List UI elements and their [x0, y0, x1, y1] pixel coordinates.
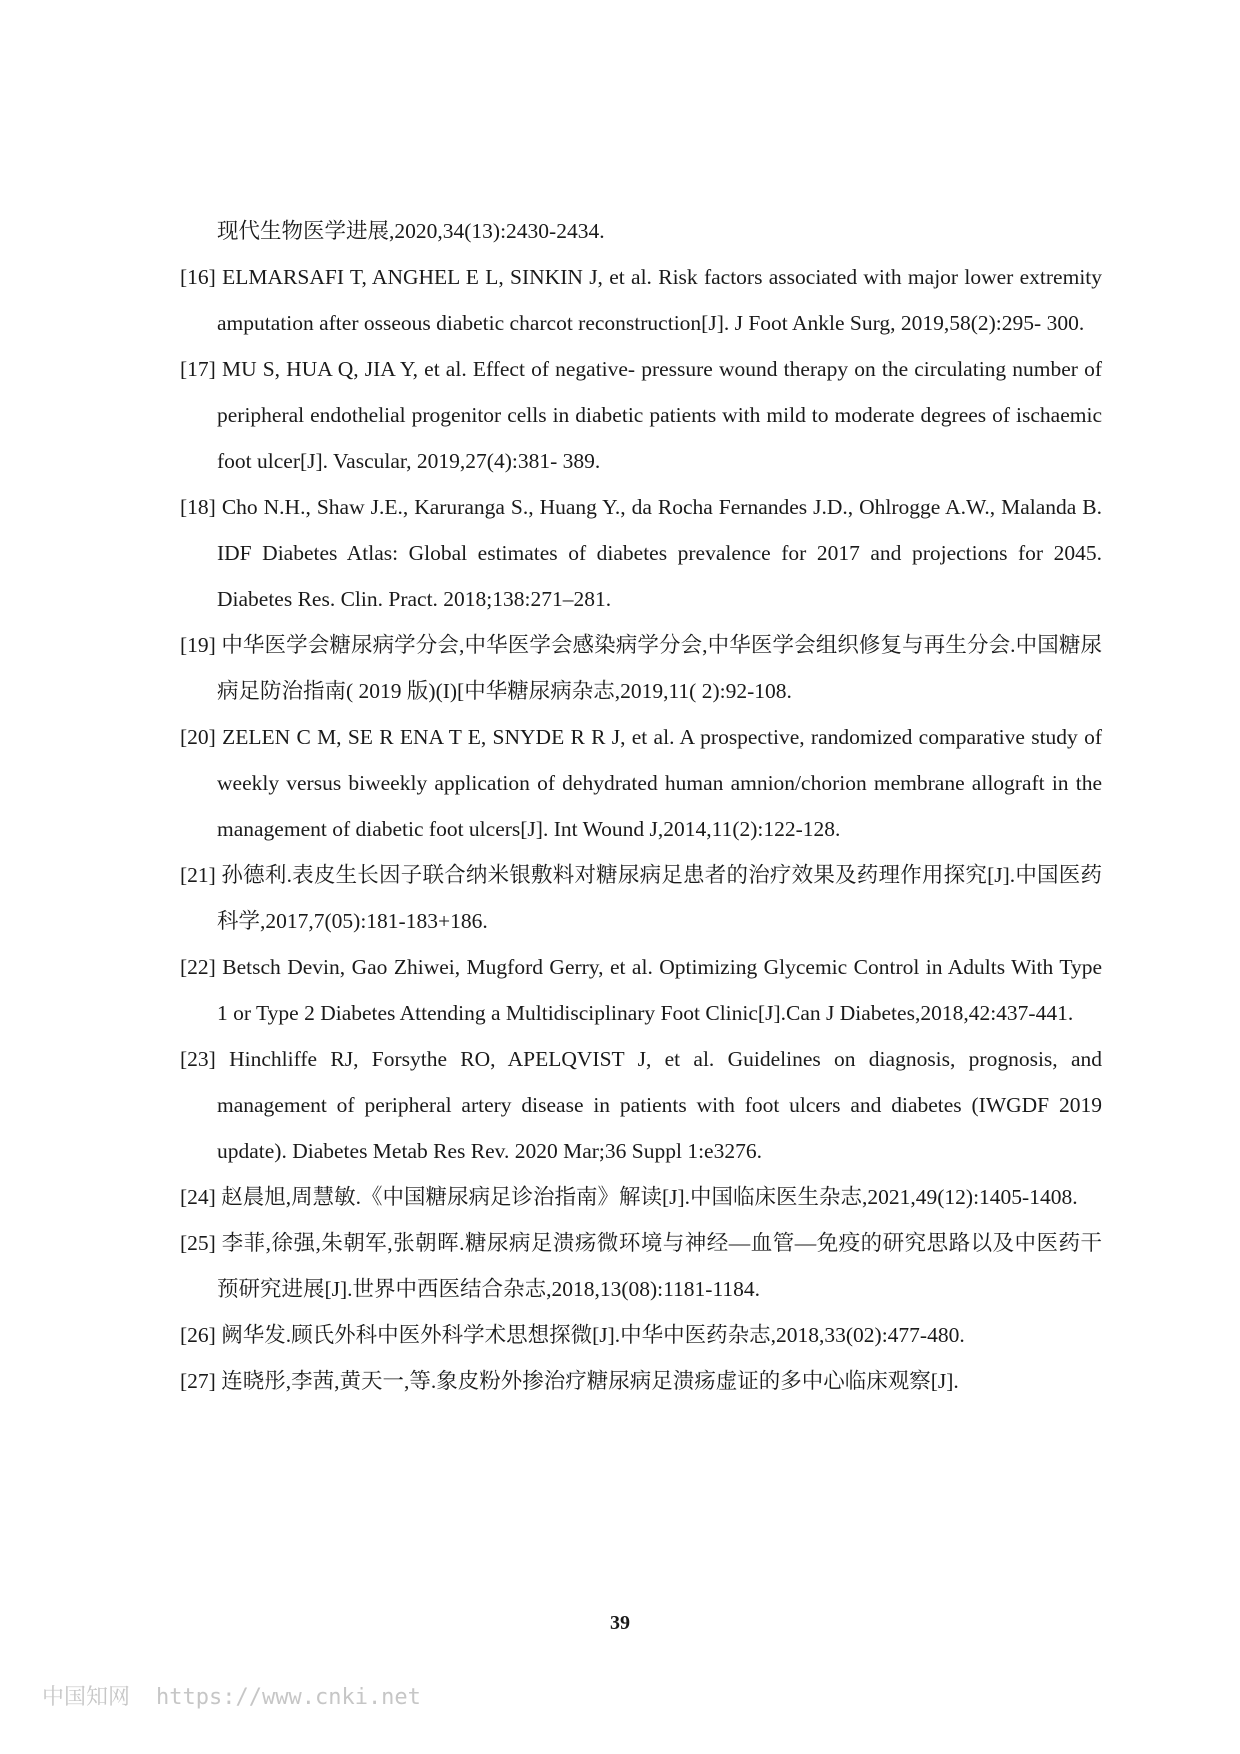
reference-number: [26] [180, 1323, 216, 1347]
reference-number: [19] [180, 633, 216, 657]
reference-number: [25] [180, 1231, 216, 1255]
page-number: 39 [610, 1612, 630, 1634]
watermark-url: https://www.cnki.net [156, 1685, 421, 1710]
reference-text: 连晓彤,李茜,黄天一,等.象皮粉外掺治疗糖尿病足溃疡虚证的多中心临床观察[J]. [221, 1369, 959, 1393]
reference-item-24 [180, 1174, 1102, 1220]
reference-text: 中华医学会糖尿病学分会,中华医学会感染病学分会,中华医学会组织修复与再生分会.中国糖尿病足防治指南( 2019 版)(I)[中华糖尿病杂志,2019,11( 2):92-108. [217, 633, 1102, 703]
reference-item-23 [180, 1036, 1102, 1174]
reference-number: [21] [180, 863, 216, 887]
reference-text: ZELEN C M, SE R ENA T E, SNYDE R R J, et al. A prospective, randomized comparative study of weekly versus biweekly application of dehydrated human amnion/chorion membrane allograft in the management of diabetic foot ulcers[J]. Int Wound J,2014,11(2):122-128. [217, 725, 1102, 841]
reference-item-20 [180, 714, 1102, 852]
reference-item-27 [180, 1358, 1102, 1404]
reference-number: [22] [180, 955, 216, 979]
watermark-site-name: 中国知网 [42, 1685, 131, 1710]
reference-number: [23] [180, 1047, 216, 1071]
reference-item-26 [180, 1312, 1102, 1358]
reference-item-17 [180, 346, 1102, 484]
reference-text: Hinchliffe RJ, Forsythe RO, APELQVIST J, et al. Guidelines on diagnosis, prognosis, and management of peripheral artery disease in patients with foot ulcers and diabetes (IWGDF 2019 update). Diabetes Metab Res Rev. 2020 Mar;36 Suppl 1:e3276. [217, 1047, 1103, 1163]
reference-text: 阙华发.顾氏外科中医外科学术思想探微[J].中华中医药杂志,2018,33(02):477-480. [221, 1323, 965, 1347]
reference-text: 孙德利.表皮生长因子联合纳米银敷料对糖尿病足患者的治疗效果及药理作用探究[J].中国医药科学,2017,7(05):181-183+186. [217, 863, 1102, 933]
reference-text: ELMARSAFI T, ANGHEL E L, SINKIN J, et al. Risk factors associated with major lower extremity amputation after osseous diabetic charcot reconstruction[J]. J Foot Ankle Surg, 2019,58(2):295- 300. [217, 265, 1103, 335]
reference-continuation: 现代生物医学进展,2020,34(13):2430-2434. [217, 219, 605, 243]
reference-item-25 [180, 1220, 1102, 1312]
reference-item-19 [180, 622, 1102, 714]
reference-text: Cho N.H., Shaw J.E., Karuranga S., Huang Y., da Rocha Fernandes J.D., Ohlrogge A.W., Malanda B. IDF Diabetes Atlas: Global estimates of diabetes prevalence for 2017 and projections for 2045. Diabetes Res. Clin. Pract. 2018;138:271–281. [217, 495, 1103, 611]
reference-text: 李菲,徐强,朱朝军,张朝晖.糖尿病足溃疡微环境与神经—血管—免疫的研究思路以及中医药干预研究进展[J].世界中西医结合杂志,2018,13(08):1181-1184. [217, 1231, 1102, 1301]
reference-item-16 [180, 254, 1102, 346]
reference-number: [16] [180, 265, 216, 289]
reference-number: [24] [180, 1185, 216, 1209]
reference-number: [27] [180, 1369, 216, 1393]
reference-number: [17] [180, 357, 216, 381]
reference-list [180, 208, 1102, 1404]
reference-item-22 [180, 944, 1102, 1036]
reference-text: Betsch Devin, Gao Zhiwei, Mugford Gerry, et al. Optimizing Glycemic Control in Adults With Type 1 or Type 2 Diabetes Attending a Multidisciplinary Foot Clinic[J].Can J Diabetes,2018,42:437-441. [217, 955, 1102, 1025]
reference-number: [20] [180, 725, 216, 749]
watermark [42, 1680, 421, 1711]
reference-text: MU S, HUA Q, JIA Y, et al. Effect of negative- pressure wound therapy on the circulating number of peripheral endothelial progenitor cells in diabetic patients with mild to moderate degrees of ischaemic foot ulcer[J]. Vascular, 2019,27(4):381- 389. [217, 357, 1102, 473]
reference-number: [18] [180, 495, 216, 519]
reference-item-21 [180, 852, 1102, 944]
reference-item-18 [180, 484, 1102, 622]
reference-text: 赵晨旭,周慧敏.《中国糖尿病足诊治指南》解读[J].中国临床医生杂志,2021,49(12):1405-1408. [221, 1185, 1078, 1209]
